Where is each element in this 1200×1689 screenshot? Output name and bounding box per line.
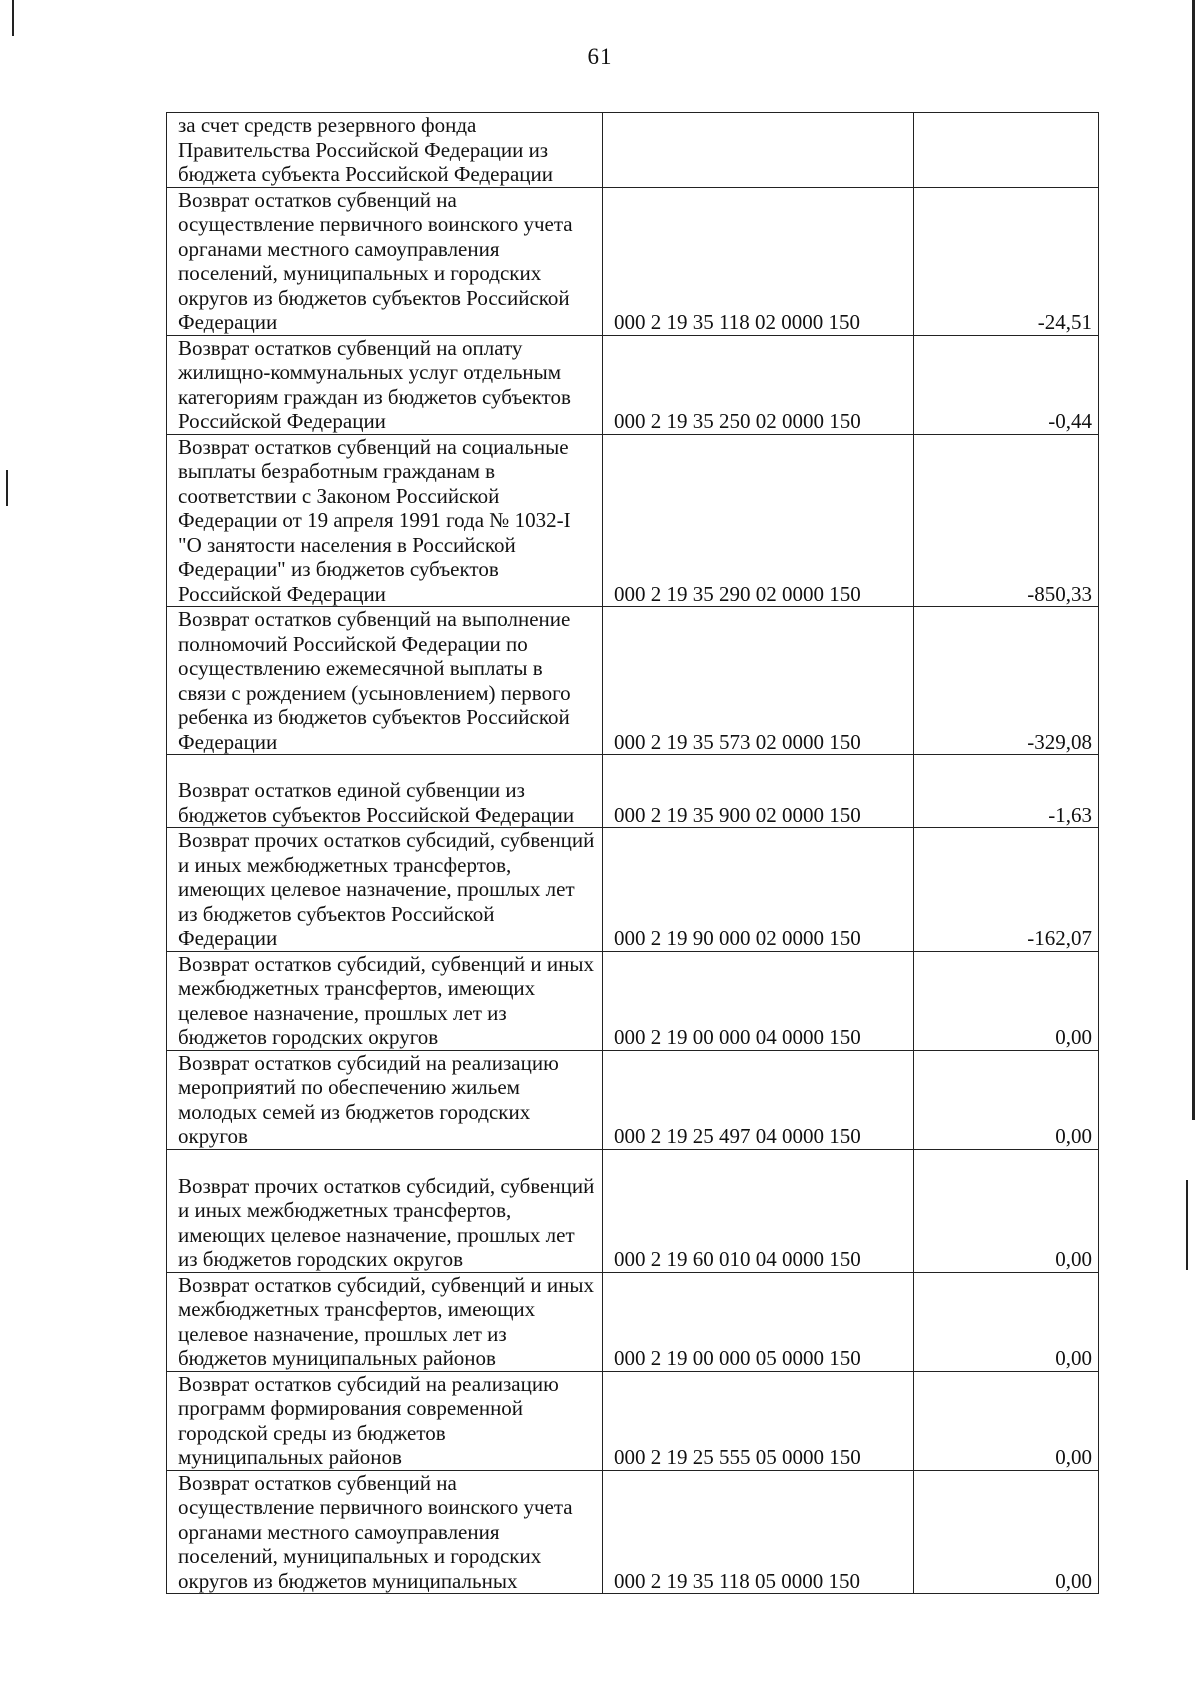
row-amount: -1,63 <box>914 755 1099 828</box>
row-code: 000 2 19 90 000 02 0000 150 <box>603 828 914 952</box>
row-description: Возврат остатков субвенций на осуществление первичного воинского учета органами местного самоуправления поселений, муниципальных и городских округов из бюджетов субъектов Российской Федерации <box>167 187 603 335</box>
row-code: 000 2 19 00 000 04 0000 150 <box>603 951 914 1050</box>
table-row <box>167 755 1099 828</box>
scan-edge-mark <box>12 0 14 36</box>
row-code: 000 2 19 35 250 02 0000 150 <box>603 335 914 434</box>
row-description: Возврат прочих остатков субсидий, субвенций и иных межбюджетных трансфертов, имеющих целевое назначение, прошлых лет из бюджетов городских округов <box>167 1149 603 1272</box>
row-description: Возврат прочих остатков субсидий, субвенций и иных межбюджетных трансфертов, имеющих целевое назначение, прошлых лет из бюджетов субъектов Российской Федерации <box>167 828 603 952</box>
row-code: 000 2 19 35 573 02 0000 150 <box>603 607 914 755</box>
row-code: 000 2 19 00 000 05 0000 150 <box>603 1272 914 1371</box>
row-amount: 0,00 <box>914 1272 1099 1371</box>
row-description: Возврат остатков субвенций на выполнение полномочий Российской Федерации по осуществлению ежемесячной выплаты в связи с рождением (усыновлением) первого ребенка из бюджетов субъектов Российской Федерации <box>167 607 603 755</box>
row-description: Возврат остатков субвенций на социальные выплаты безработным гражданам в соответствии с Законом Российской Федерации от 19 апреля 1991 года № 1032-I "О занятости населения в Российской Федерации" из бюджетов субъектов Российской Федерации <box>167 434 603 607</box>
row-amount: 0,00 <box>914 1149 1099 1272</box>
row-amount: 0,00 <box>914 951 1099 1050</box>
row-description: Возврат остатков субсидий на реализацию мероприятий по обеспечению жильем молодых семей из бюджетов городских округов <box>167 1050 603 1149</box>
row-description: Возврат остатков субвенций на осуществление первичного воинского учета органами местного самоуправления поселений, муниципальных и городских округов из бюджетов муниципальных <box>167 1470 603 1594</box>
table-row <box>167 951 1099 1050</box>
row-code: 000 2 19 25 497 04 0000 150 <box>603 1050 914 1149</box>
row-amount: -850,33 <box>914 434 1099 607</box>
table-row <box>167 607 1099 755</box>
scan-edge-mark <box>1186 1180 1188 1270</box>
row-description: Возврат остатков субсидий, субвенций и иных межбюджетных трансфертов, имеющих целевое назначение, прошлых лет из бюджетов муниципальных районов <box>167 1272 603 1371</box>
table-row <box>167 1272 1099 1371</box>
table-row <box>167 1470 1099 1594</box>
table-row <box>167 113 1099 188</box>
row-description: Возврат остатков субсидий на реализацию программ формирования современной городской среды из бюджетов муниципальных районов <box>167 1371 603 1470</box>
row-code: 000 2 19 25 555 05 0000 150 <box>603 1371 914 1470</box>
row-amount: 0,00 <box>914 1371 1099 1470</box>
table-row <box>167 828 1099 952</box>
row-amount: 0,00 <box>914 1050 1099 1149</box>
row-amount: -0,44 <box>914 335 1099 434</box>
table-row <box>167 1050 1099 1149</box>
row-amount: -329,08 <box>914 607 1099 755</box>
row-code: 000 2 19 35 118 05 0000 150 <box>603 1470 914 1594</box>
row-description: Возврат остатков субсидий, субвенций и иных межбюджетных трансфертов, имеющих целевое назначение, прошлых лет из бюджетов городских округов <box>167 951 603 1050</box>
table-row <box>167 335 1099 434</box>
row-description: Возврат остатков единой субвенции из бюджетов субъектов Российской Федерации <box>167 755 603 828</box>
row-code: 000 2 19 60 010 04 0000 150 <box>603 1149 914 1272</box>
table-row <box>167 1371 1099 1470</box>
row-code: 000 2 19 35 290 02 0000 150 <box>603 434 914 607</box>
row-description: за счет средств резервного фонда Правительства Российской Федерации из бюджета субъекта Российской Федерации <box>167 113 603 188</box>
scan-edge-mark <box>1192 0 1195 1120</box>
row-amount <box>914 113 1099 188</box>
row-description: Возврат остатков субвенций на оплату жилищно-коммунальных услуг отдельным категориям граждан из бюджетов субъектов Российской Федерации <box>167 335 603 434</box>
row-code <box>603 113 914 188</box>
row-code: 000 2 19 35 900 02 0000 150 <box>603 755 914 828</box>
table-row <box>167 187 1099 335</box>
row-amount: -162,07 <box>914 828 1099 952</box>
page-number: 61 <box>587 44 613 69</box>
scan-edge-mark <box>6 470 8 506</box>
table-row <box>167 434 1099 607</box>
budget-table <box>166 112 1099 1594</box>
row-amount: 0,00 <box>914 1470 1099 1594</box>
table-row <box>167 1149 1099 1272</box>
row-amount: -24,51 <box>914 187 1099 335</box>
row-code: 000 2 19 35 118 02 0000 150 <box>603 187 914 335</box>
